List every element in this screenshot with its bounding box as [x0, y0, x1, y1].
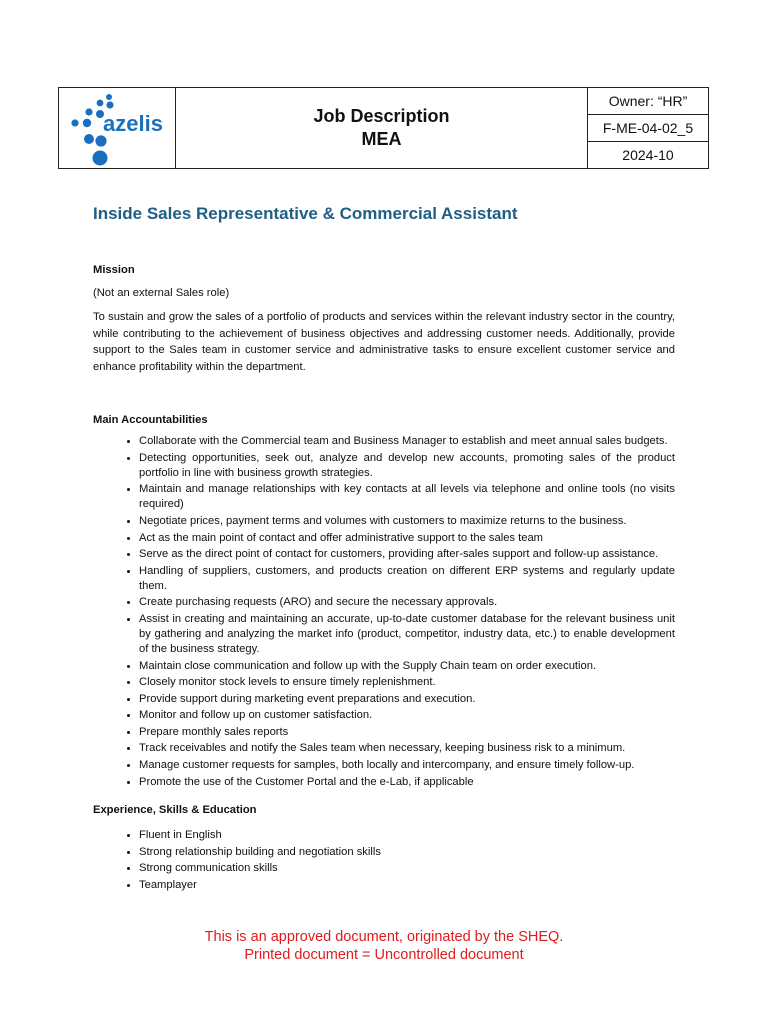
- mission-note: (Not an external Sales role): [93, 286, 230, 299]
- accountabilities-list: [93, 434, 675, 790]
- list-item: • Detecting opportunities, seek out, analyze and develop new accounts, promoting sales of the product portfolio in line with business growth strategies.: [139, 451, 675, 481]
- list-item: • Create purchasing requests (ARO) and secure the necessary approvals.: [139, 595, 675, 610]
- footer-line-uncontrolled: Printed document = Uncontrolled document: [244, 947, 524, 963]
- list-item: • Assist in creating and maintaining an accurate, up-to-date customer database for the relevant business unit by gathering and analyzing the market info (product, competitor, industry data, etc.) to enable development of the business strategy.: [139, 612, 675, 657]
- mission-text: To sustain and grow the sales of a portfolio of products and services within the relevant industry sector in the country, while contributing to the achievement of business objectives and addressing customer needs. Additionally, provide support to the Sales team in customer service and administrative tasks to ensure excellent customer service and enhance profitability within the department.: [93, 311, 675, 373]
- skills-list: [93, 828, 675, 893]
- header-meta-cell: [588, 88, 708, 168]
- job-title: Inside Sales Representative & Commercial Assistant: [93, 204, 518, 223]
- list-item: • Negotiate prices, payment terms and volumes with customers to maximize returns to the business.: [139, 514, 675, 529]
- header-subtitle: MEA: [361, 129, 402, 149]
- list-item: • Closely monitor stock levels to ensure timely replenishment.: [139, 675, 675, 690]
- accountabilities-heading: Main Accountabilities: [93, 413, 208, 426]
- list-item: • Provide support during marketing event preparations and execution.: [139, 692, 675, 707]
- document-code: F-ME-04-02_5: [588, 115, 708, 142]
- header-title: Job Description: [313, 106, 450, 126]
- azelis-logo-icon: [63, 90, 173, 170]
- list-item: • Collaborate with the Commercial team and Business Manager to establish and meet annual sales budgets.: [139, 434, 675, 449]
- mission-heading: Mission: [93, 264, 135, 276]
- list-item: • Maintain close communication and follow up with the Supply Chain team on order execution.: [139, 659, 675, 674]
- list-item: • Maintain and manage relationships with key contacts at all levels via telephone and online tools (no visits required): [139, 482, 675, 512]
- list-item: • Serve as the direct point of contact for customers, providing after-sales support and follow-up assistance.: [139, 547, 675, 562]
- list-item: • Prepare monthly sales reports: [139, 725, 675, 740]
- logo-text: azelis: [103, 111, 163, 136]
- list-item: • Manage customer requests for samples, both locally and intercompany, and ensure timely follow-up.: [139, 758, 675, 773]
- logo-cell: [59, 88, 176, 168]
- list-item: • Handling of suppliers, customers, and products creation on different ERP systems and regularly update them.: [139, 564, 675, 594]
- list-item: • Strong relationship building and negotiation skills: [139, 845, 675, 860]
- owner-field: Owner: “HR”: [588, 88, 708, 115]
- header-title-cell: [176, 88, 588, 168]
- list-item: • Teamplayer: [139, 878, 675, 893]
- list-item: • Promote the use of the Customer Portal and the e-Lab, if applicable: [139, 775, 675, 790]
- document-header-table: [58, 87, 709, 169]
- list-item: • Monitor and follow up on customer satisfaction.: [139, 708, 675, 723]
- list-item: • Strong communication skills: [139, 861, 675, 876]
- skills-heading: Experience, Skills & Education: [93, 803, 257, 816]
- list-item: • Act as the main point of contact and offer administrative support to the sales team: [139, 531, 675, 546]
- list-item: • Fluent in English: [139, 828, 675, 843]
- list-item: • Track receivables and notify the Sales team when necessary, keeping business risk to a minimum.: [139, 741, 675, 756]
- footer-line-approved: This is an approved document, originated by the SHEQ.: [204, 929, 564, 945]
- approval-footer: [0, 928, 768, 964]
- document-body: [93, 262, 675, 895]
- document-date: 2024-10: [622, 147, 674, 163]
